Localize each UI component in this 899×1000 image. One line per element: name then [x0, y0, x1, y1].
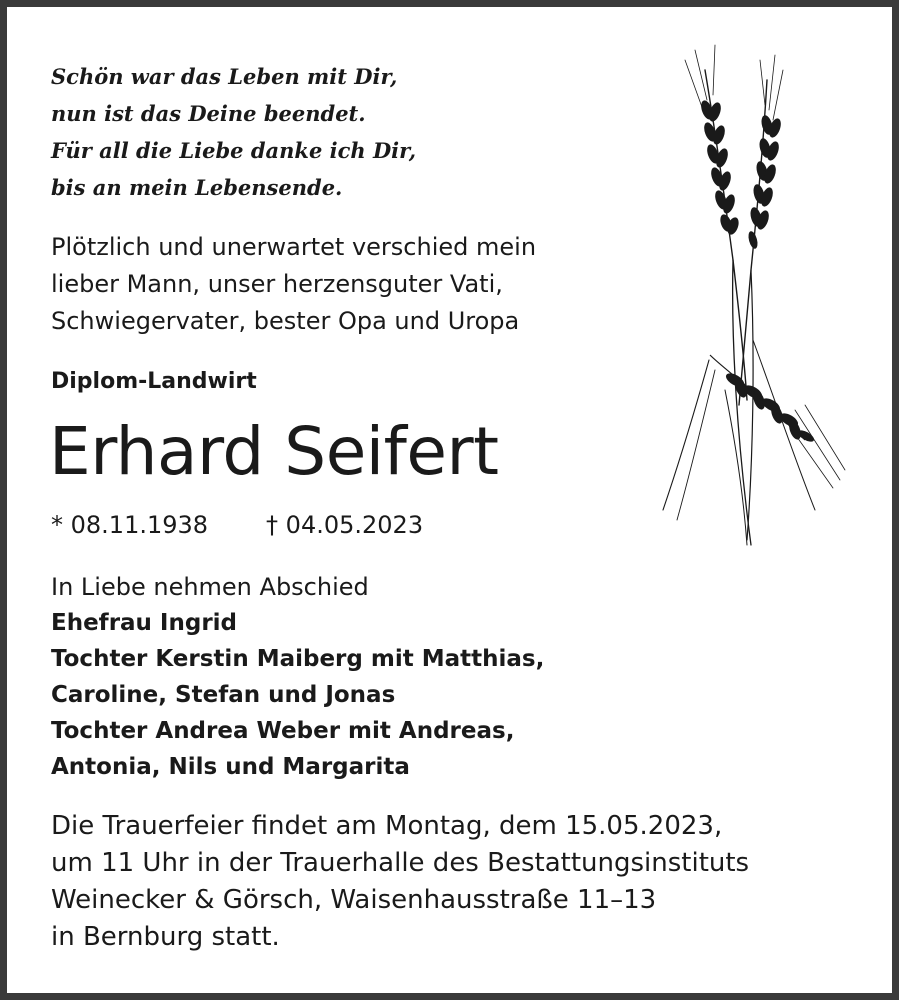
deceased-title: Diplom-Landwirt [51, 369, 257, 394]
mourner-line: Antonia, Nils und Margarita [51, 754, 410, 780]
mourners-intro: In Liebe nehmen Abschied [51, 573, 369, 601]
death-date: † 04.05.2023 [266, 511, 424, 539]
intro-line: lieber Mann, unser herzensguter Vati, [51, 270, 503, 298]
poem-line: Für all die Liebe danke ich Dir, [51, 138, 417, 163]
poem-line: nun ist das Deine beendet. [51, 101, 366, 126]
service-line: um 11 Uhr in der Trauerhalle des Bestattungsinstituts [51, 848, 750, 878]
mourner-line: Tochter Andrea Weber mit Andreas, [51, 718, 515, 744]
mourner-line: Caroline, Stefan und Jonas [51, 682, 396, 708]
mourner-line: Tochter Kerstin Maiberg mit Matthias, [51, 646, 545, 672]
wheat-ears-icon [655, 40, 850, 555]
service-info [51, 808, 749, 956]
birth-date: * 08.11.1938 [51, 511, 209, 539]
life-dates [51, 506, 423, 544]
mourner-line: Ehefrau Ingrid [51, 610, 238, 636]
service-line: Die Trauerfeier findet am Montag, dem 15.05.2023, [51, 811, 723, 841]
service-line: in Bernburg statt. [51, 922, 280, 952]
poem [51, 58, 416, 206]
intro-text [51, 229, 536, 340]
mourners-block [51, 569, 544, 785]
intro-line: Plötzlich und unerwartet verschied mein [51, 233, 537, 261]
service-line: Weinecker & Görsch, Waisenhausstraße 11–13 [51, 885, 657, 915]
deceased-name: Erhard Seifert [49, 413, 499, 490]
intro-line: Schwiegervater, bester Opa und Uropa [51, 307, 520, 335]
poem-line: Schön war das Leben mit Dir, [51, 64, 398, 89]
poem-line: bis an mein Lebensende. [51, 175, 343, 200]
